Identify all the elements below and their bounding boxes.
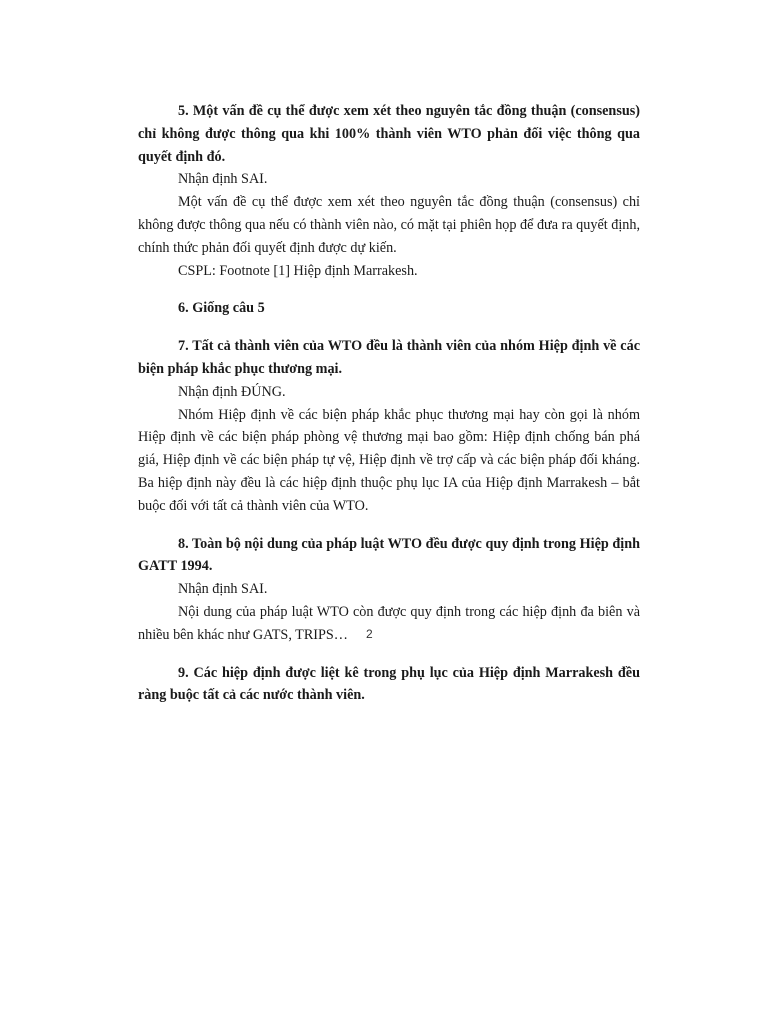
question-block: [138, 100, 640, 282]
explanation-paragraph: Nội dung của pháp luật WTO còn được quy định trong các hiệp định đa biên và nhiều bên khác như GATS, TRIPS…: [138, 603, 640, 643]
verdict-text: Nhận định SAI.: [178, 171, 268, 188]
explanation-paragraph: Một vấn đề cụ thể được xem xét theo nguyên tắc đồng thuận (consensus) chỉ không được thông qua nếu có thành viên nào, có mặt tại phiên họp để đưa ra quyết định, chính thức phản đối quyết định được dự kiến.: [138, 194, 640, 256]
verdict-text: Nhận định ĐÚNG.: [178, 383, 286, 400]
legal-basis-text: CSPL: Footnote [1] Hiệp định Marrakesh.: [178, 262, 418, 279]
question-block: [138, 533, 640, 647]
verdict-text: Nhận định SAI.: [178, 581, 268, 598]
document-body: [138, 100, 640, 707]
question-heading: 8. Toàn bộ nội dung của pháp luật WTO đều được quy định trong Hiệp định GATT 1994.: [138, 535, 640, 575]
question-block: [138, 662, 640, 708]
question-heading: 7. Tất cả thành viên của WTO đều là thành viên của nhóm Hiệp định về các biện pháp khắc phục thương mại.: [138, 338, 640, 377]
question-heading: 5. Một vấn đề cụ thể được xem xét theo nguyên tắc đồng thuận (consensus) chỉ không được thông qua khi 100% thành viên WTO phản đối việc thông qua quyết định đó.: [138, 103, 640, 165]
question-block: [138, 335, 640, 517]
question-heading: 6. Giống câu 5: [178, 300, 265, 317]
explanation-paragraph: Nhóm Hiệp định về các biện pháp khắc phục thương mại hay còn gọi là nhóm Hiệp định về các biện pháp phòng vệ thương mại bao gồm: Hiệp định chống bán phá giá, Hiệp định về các biện pháp tự vệ, Hiệp định về trợ cấp và các biện pháp đối kháng. Ba hiệp định này đều là các hiệp định thuộc phụ lục IA của Hiệp định Marrakesh – bắt buộc đối với tất cả thành viên của WTO.: [138, 406, 640, 514]
question-block: [138, 297, 640, 320]
question-heading: 9. Các hiệp định được liệt kê trong phụ lục của Hiệp định Marrakesh đều ràng buộc tất cả các nước thành viên.: [138, 664, 640, 704]
page-number: 2: [366, 627, 373, 641]
